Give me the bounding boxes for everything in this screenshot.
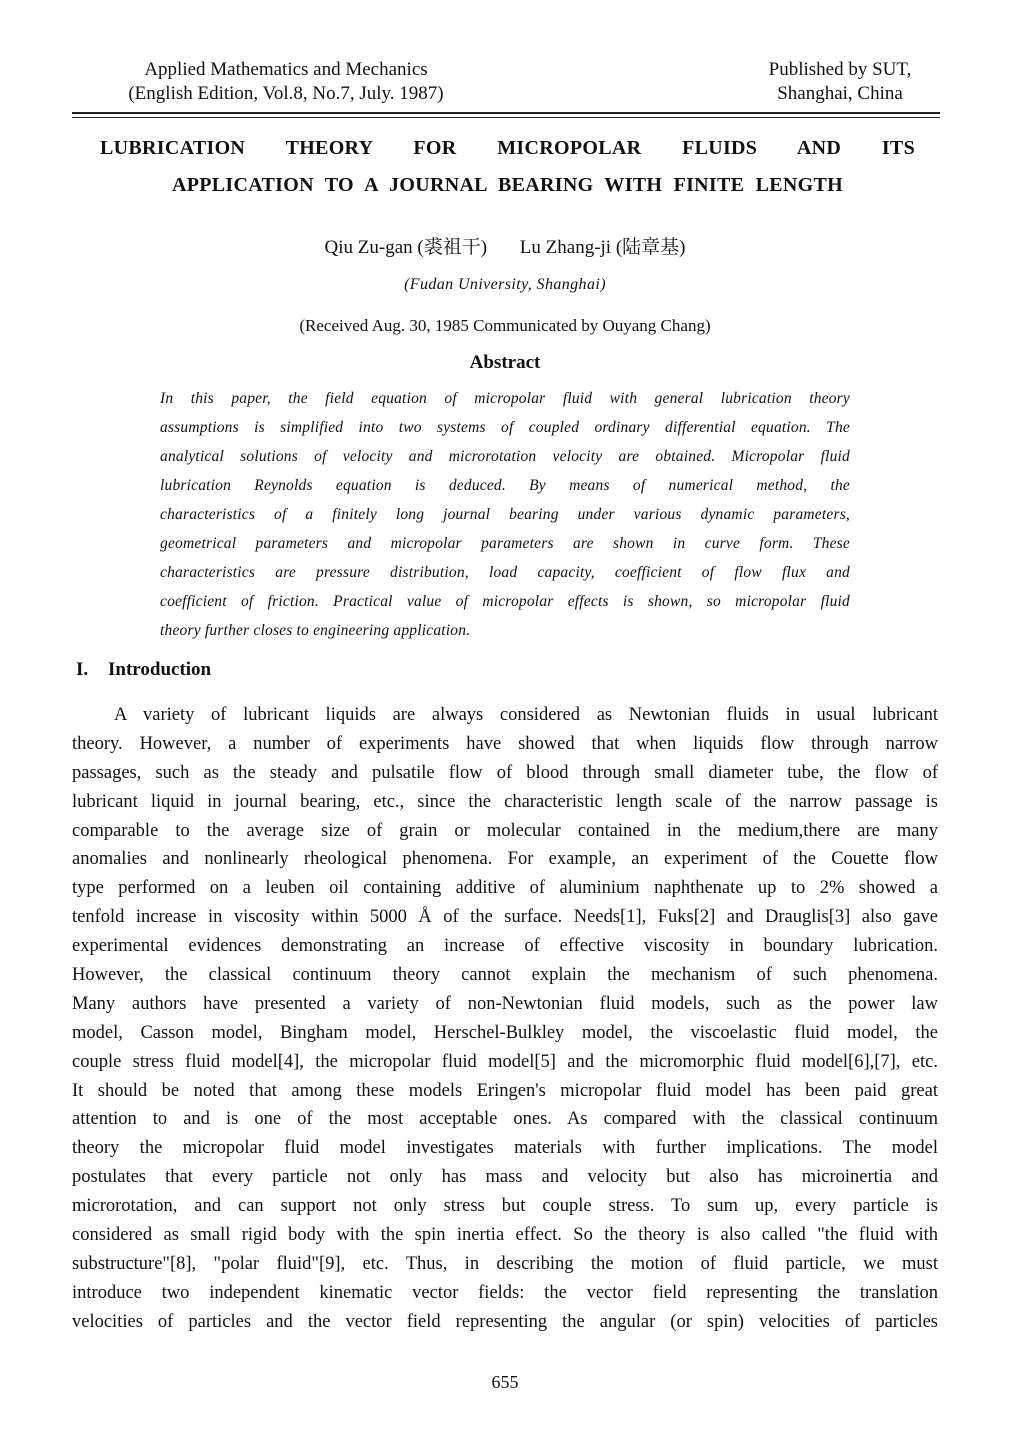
abstract-line: characteristics of a finitely long journal bearing under various dynamic parameters,	[160, 506, 850, 523]
body-line: It should be noted that among these models Eringen's micropolar fluid model has been paid great	[72, 1080, 938, 1101]
section-heading	[76, 659, 211, 681]
body-line: comparable to the average size of grain or molecular contained in the medium,there are many	[72, 820, 938, 841]
body-line: attention to and is one of the most acceptable ones. As compared with the classical continuum	[72, 1109, 938, 1130]
journal-edition: (English Edition, Vol.8, No.7, July. 1987)	[128, 83, 444, 104]
body-line: model, Casson model, Bingham model, Herschel-Bulkley model, the viscoelastic fluid model, the	[72, 1022, 938, 1043]
abstract-line: geometrical parameters and micropolar parameters are shown in curve form. These	[160, 535, 850, 552]
abstract-line: In this paper, the field equation of micropolar fluid with general lubrication theory	[160, 390, 850, 407]
abstract-body	[160, 384, 850, 645]
abstract-line: lubrication Reynolds equation is deduced. By means of numerical method, the	[160, 477, 850, 494]
paper-title-line-2: APPLICATION TO A JOURNAL BEARING WITH FINITE LENGTH	[172, 174, 843, 196]
section-title: Introduction	[108, 659, 212, 680]
body-line: theory the micropolar fluid model investigates materials with further implications. The model	[72, 1138, 938, 1159]
body-line: passages, such as the steady and pulsatile flow of blood through small diameter tube, the flow of	[72, 762, 938, 783]
abstract-line: characteristics are pressure distribution, load capacity, coefficient of flow flux and	[160, 564, 850, 581]
header-rule-thick	[72, 112, 940, 114]
body-line: experimental evidences demonstrating an increase of effective viscosity in boundary lubrication.	[72, 936, 938, 957]
author-2: Lu Zhang-ji (陆章基)	[519, 237, 686, 258]
body-line: type performed on a leuben oil containing additive of aluminium naphthenate up to 2% showed a	[72, 878, 938, 899]
body-line: introduce two independent kinematic vector fields: the vector field representing the translation	[72, 1282, 938, 1303]
abstract-line: coefficient of friction. Practical value of micropolar effects is shown, so micropolar fluid	[160, 593, 850, 610]
body-line: substructure"[8], "polar fluid"[9], etc. Thus, in describing the motion of fluid particle, we must	[72, 1253, 938, 1274]
abstract-line: analytical solutions of velocity and microrotation velocity are obtained. Micropolar fluid	[160, 448, 850, 465]
journal-header	[76, 58, 496, 106]
author-list	[0, 232, 1010, 259]
paper-title-line-1: LUBRICATION THEORY FOR MICROPOLAR FLUIDS AND ITS	[100, 137, 915, 159]
publisher-header	[720, 58, 960, 106]
received-note: (Received Aug. 30, 1985 Communicated by Ouyang Chang)	[299, 316, 711, 335]
body-line: However, the classical continuum theory cannot explain the mechanism of such phenomena.	[72, 965, 938, 986]
page-number: 655	[491, 1372, 519, 1392]
abstract-line: theory further closes to engineering application.	[160, 622, 471, 639]
body-line: A variety of lubricant liquids are always considered as Newtonian fluids in usual lubricant	[114, 705, 938, 725]
section-number: I.	[76, 659, 89, 680]
publisher-name: Published by SUT,	[768, 59, 912, 80]
abstract-line: assumptions is simplified into two systems of coupled ordinary differential equation. The	[160, 419, 850, 436]
abstract-heading: Abstract	[469, 352, 541, 373]
author-1: Qiu Zu-gan (裘祖干)	[324, 237, 488, 258]
body-line: theory. However, a number of experiments have showed that when liquids flow through narrow	[72, 733, 938, 754]
body-line: tenfold increase in viscosity within 5000 Å of the surface. Needs[1], Fuks[2] and Drauglis[3] also gave	[72, 907, 938, 928]
body-line: couple stress fluid model[4], the micropolar fluid model[5] and the micromorphic fluid model[6],[7], etc.	[72, 1051, 938, 1072]
body-text	[72, 701, 938, 1337]
body-line: anomalies and nonlinearly rheological phenomena. For example, an experiment of the Couette flow	[72, 849, 938, 870]
body-line: postulates that every particle not only has mass and velocity but also has microinertia and	[72, 1167, 938, 1188]
affiliation: (Fudan University, Shanghai)	[404, 276, 606, 293]
journal-name: Applied Mathematics and Mechanics	[144, 59, 428, 80]
body-line: Many authors have presented a variety of non-Newtonian fluid models, such as the power law	[72, 993, 938, 1014]
body-line: lubricant liquid in journal bearing, etc., since the characteristic length scale of the narrow passage is	[72, 791, 938, 812]
body-line: velocities of particles and the vector field representing the angular (or spin) velocities of particles	[72, 1311, 938, 1332]
header-rule-thin	[72, 117, 940, 118]
body-line: considered as small rigid body with the spin inertia effect. So the theory is also called "the fluid with	[72, 1225, 938, 1246]
body-line: microrotation, and can support not only stress but couple stress. To sum up, every particle is	[72, 1196, 938, 1217]
publisher-location: Shanghai, China	[777, 83, 903, 104]
